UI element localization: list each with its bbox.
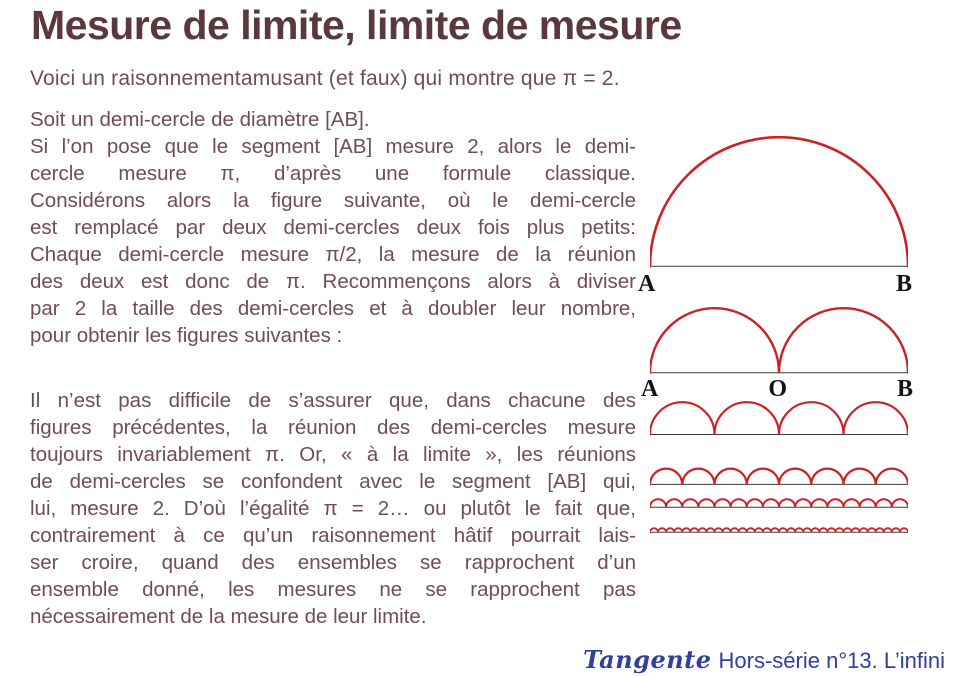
text-line: pour obtenir les figures suivantes : xyxy=(30,324,343,347)
semicircle-arcs xyxy=(650,401,908,437)
text-line: des deux est donc de π. Recommençons alors à diviser xyxy=(30,270,636,293)
page-title: Mesure de limite, limite de mesure xyxy=(31,2,682,48)
semicircles-figure-2 xyxy=(650,307,908,375)
paragraph-construction xyxy=(30,106,636,349)
issue-label: Hors-série n°13. L’infini xyxy=(718,648,945,673)
semicircles-figure-1 xyxy=(650,136,908,269)
text-line: nécessairement de la mesure de leur limite. xyxy=(30,605,427,628)
semicircles-figure-16 xyxy=(650,498,908,510)
semicircle-arcs xyxy=(650,527,908,535)
text-line: contrairement à ce qu’un raisonnement hâtif pourrait lais- xyxy=(30,524,636,547)
semicircle-arcs xyxy=(650,467,908,487)
text-line: ensemble donné, les mesures ne se rapprochent pas xyxy=(30,578,636,601)
text-line: cercle mesure π, d’après une formule classique. xyxy=(30,162,636,185)
page-footer xyxy=(583,645,945,674)
text-line: toujours invariablement π. Or, « à la limite », les réunions xyxy=(30,443,636,466)
point-label-B: B xyxy=(895,271,912,297)
magazine-brand: Tangente xyxy=(583,645,712,674)
paragraph-reasoning xyxy=(30,133,636,349)
point-label-B: B xyxy=(896,376,913,402)
semicircle-arcs xyxy=(650,498,908,510)
point-label-A: A xyxy=(641,376,659,402)
text-line: lui, mesure 2. D’où l’égalité π = 2… ou plutôt le fait que, xyxy=(30,497,636,520)
text-line: Soit un demi-cercle de diamètre [AB]. xyxy=(30,108,370,131)
semicircles-figure-4 xyxy=(650,401,908,437)
text-line: de demi-cercles se confondent avec le segment [AB] qui, xyxy=(30,470,636,493)
semicircles-figure-32 xyxy=(650,527,908,535)
intro-sentence: Voici un raisonnementamusant (et faux) qui montre que π = 2. xyxy=(30,67,620,90)
text-line: Il n’est pas difficile de s’assurer que, dans chacune des xyxy=(30,389,636,412)
paragraph-conclusion xyxy=(30,387,636,630)
point-label-A: A xyxy=(638,271,656,297)
text-line: Considérons alors la figure suivante, où le demi-cercle xyxy=(30,189,636,212)
figure-point-labels xyxy=(641,377,913,401)
text-line: ser croire, quand des ensembles se rapprochent d’un xyxy=(30,551,636,574)
semicircle-arcs xyxy=(650,136,908,269)
text-line: par 2 la taille des demi-cercles et à doubler leur nombre, xyxy=(30,297,636,320)
semicircles-figure-8 xyxy=(650,467,908,487)
semicircle-arcs xyxy=(650,307,908,375)
text-line: Si l’on pose que le segment [AB] mesure 2, alors le demi- xyxy=(30,135,636,158)
figure-point-labels xyxy=(638,272,912,296)
text-line: est remplacé par deux demi-cercles deux fois plus petits: xyxy=(30,216,636,239)
paragraph-lead xyxy=(30,106,636,133)
text-line: figures précédentes, la réunion des demi-cercles mesure xyxy=(30,416,636,439)
point-label-O: O xyxy=(768,376,787,402)
text-line: Chaque demi-cercle mesure π/2, la mesure de la réunion xyxy=(30,243,636,266)
